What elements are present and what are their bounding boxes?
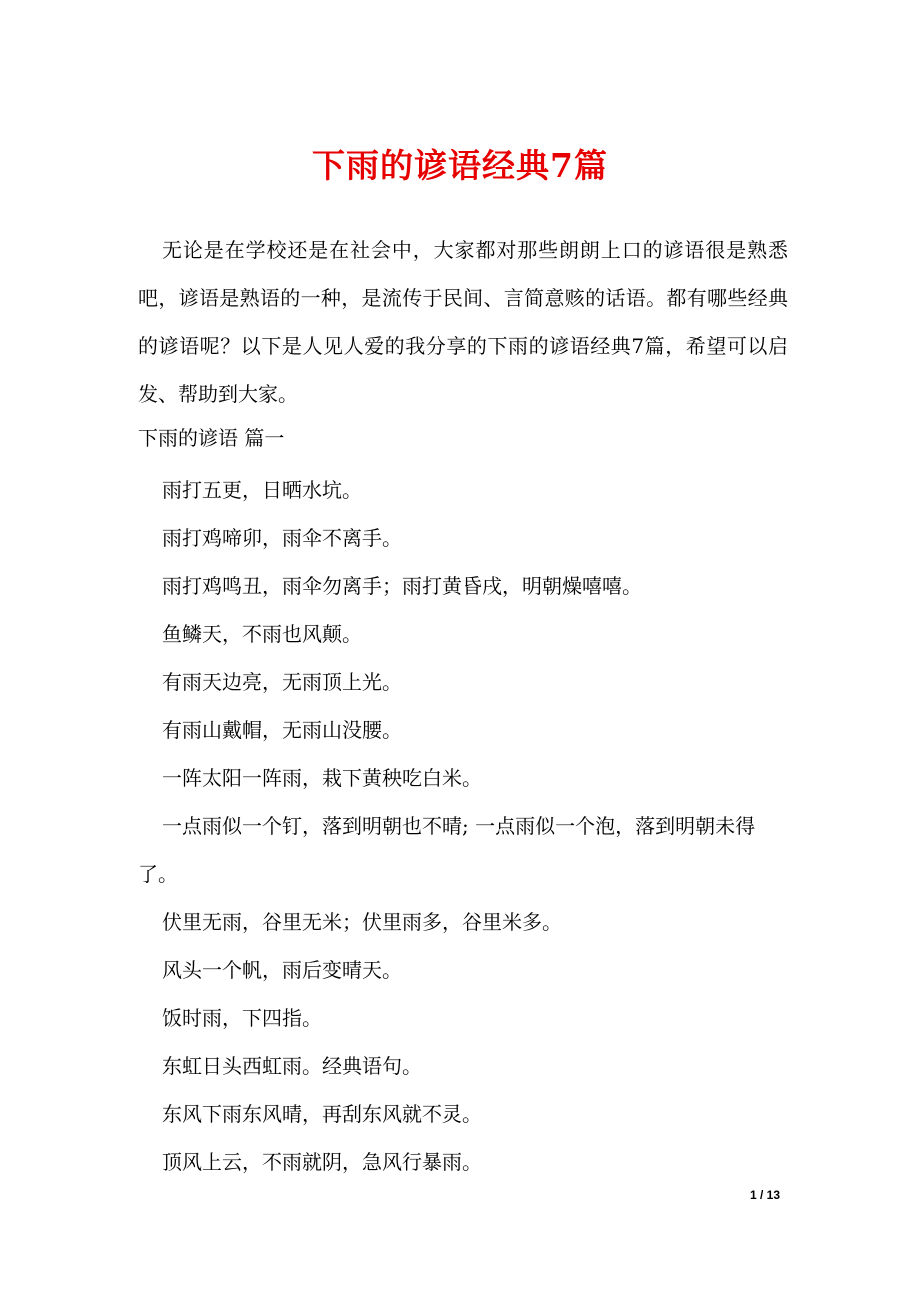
proverb-item: 一阵太阳一阵雨，栽下黄秧吃白米。 (162, 766, 482, 790)
proverb-item: 一点雨似一个钉，落到明朝也不晴; 一点雨似一个泡，落到明朝未得了。 (138, 814, 756, 886)
proverb-item: 鱼鳞天，不雨也风颠。 (162, 622, 362, 646)
document-title: 下雨的谚语经典7篇 (312, 146, 608, 185)
proverb-list (138, 466, 788, 1186)
page-number: 1 / 13 (749, 1188, 780, 1202)
proverb-item: 饭时雨，下四指。 (162, 1006, 322, 1030)
proverb-item: 东虹日头西虹雨。经典语句。 (162, 1054, 422, 1078)
proverb-item: 有雨天边亮，无雨顶上光。 (162, 670, 402, 694)
proverb-item: 顶风上云，不雨就阴，急风行暴雨。 (162, 1150, 482, 1174)
proverb-item: 风头一个帆，雨后变晴天。 (162, 958, 402, 982)
proverb-item: 有雨山戴帽，无雨山没腰。 (162, 718, 402, 742)
intro-paragraph: 无论是在学校还是在社会中，大家都对那些朗朗上口的谚语很是熟悉吧，谚语是熟语的一种，是流传于民间、言简意赅的话语。都有哪些经典的谚语呢？以下是人见人爱的我分享的下雨的谚语经典7篇，希望可以启发、帮助到大家。 (138, 238, 788, 406)
proverb-item: 雨打鸡啼卯，雨伞不离手。 (162, 526, 402, 550)
proverb-item: 雨打五更，日晒水坑。 (162, 478, 362, 502)
proverb-item: 伏里无雨，谷里无米；伏里雨多，谷里米多。 (162, 910, 562, 934)
section-heading: 下雨的谚语 篇一 (138, 426, 285, 450)
proverb-item: 雨打鸡鸣丑，雨伞勿离手；雨打黄昏戌，明朝燥嘻嘻。 (162, 574, 642, 598)
proverb-item: 东风下雨东风晴，再刮东风就不灵。 (162, 1102, 482, 1126)
